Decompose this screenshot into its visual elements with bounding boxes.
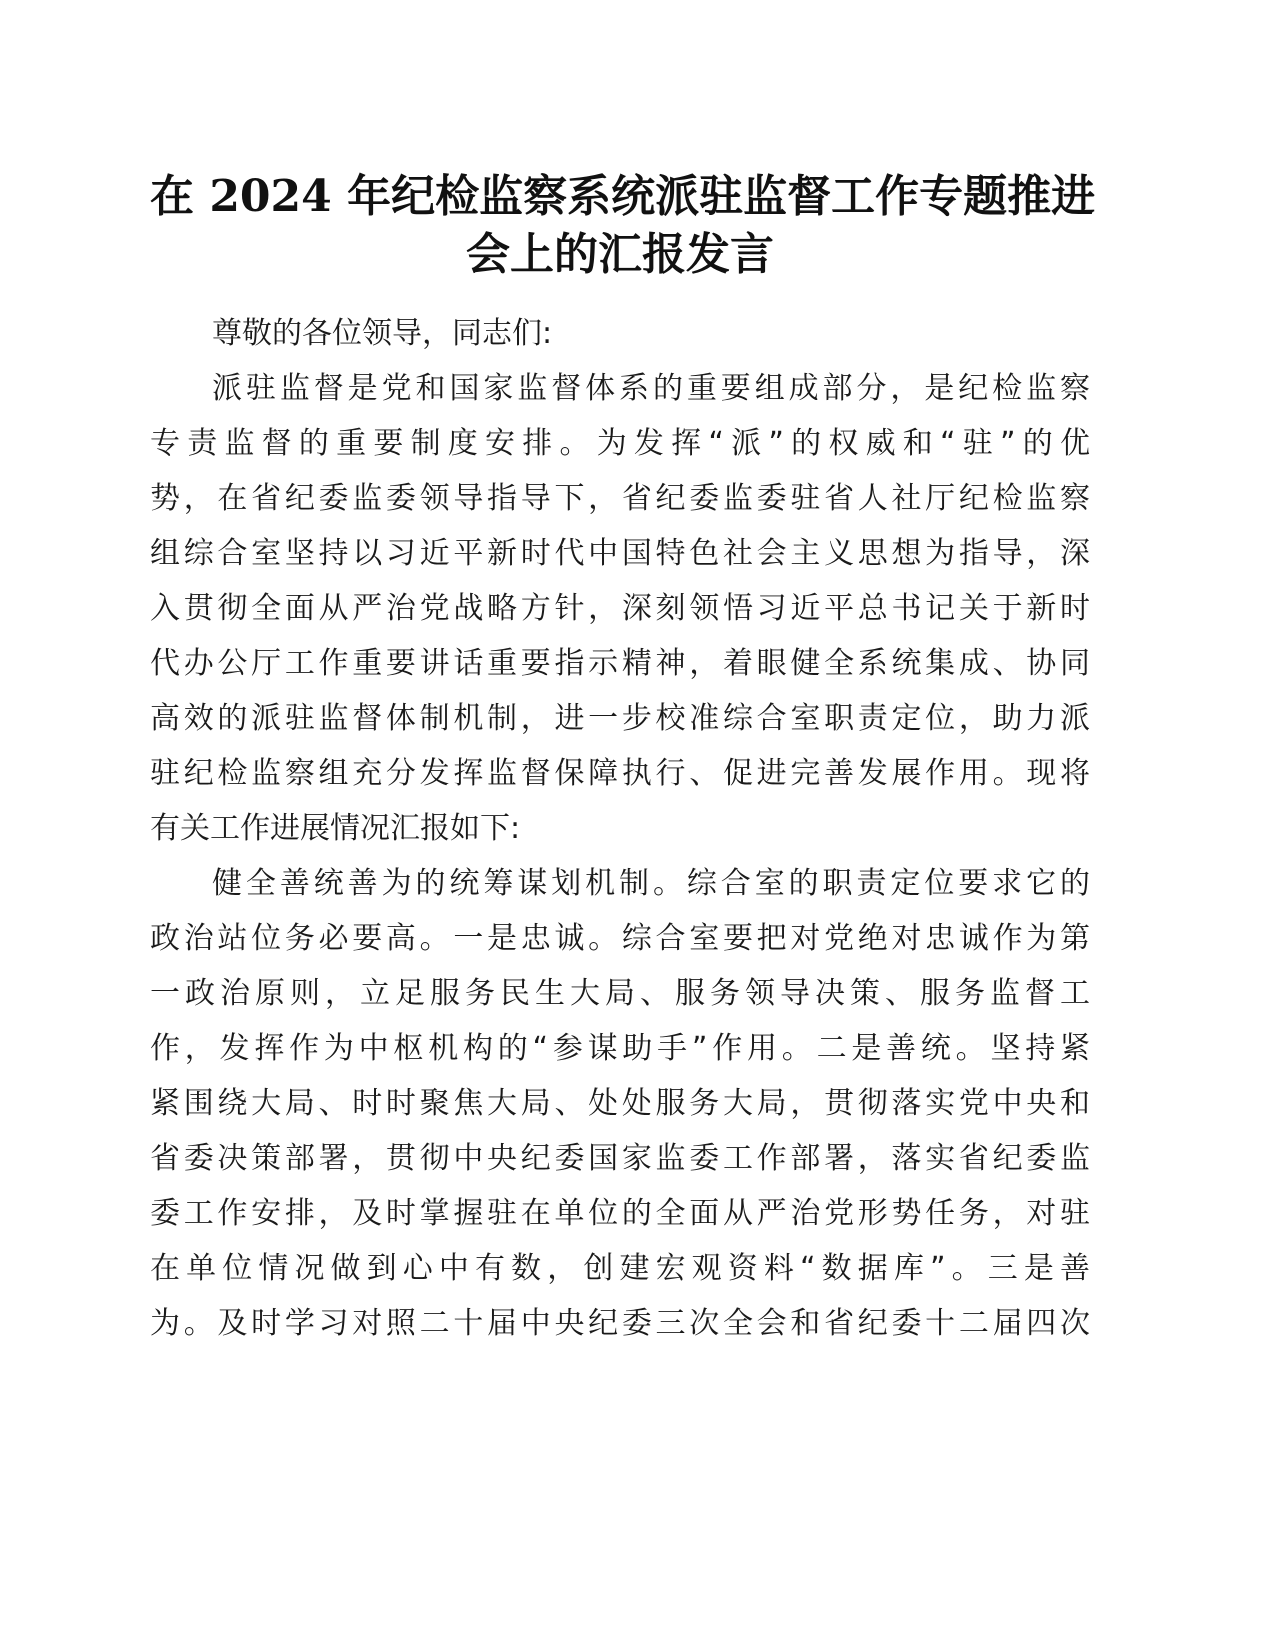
title-line-2: 会上的汇报发言: [466, 229, 774, 280]
paragraph-2-line: 健全善统善为的统筹谋划机制。综合室的职责定位要求它的: [212, 866, 1090, 901]
paragraph-2-line: 为。及时学习对照二十届中央纪委三次全会和省纪委十二届四次: [150, 1306, 1090, 1341]
paragraph-2-line: 作，发挥作为中枢机构的“参谋助手”作用。二是善统。坚持紧: [150, 1031, 1090, 1066]
document-body: [150, 306, 1090, 1351]
paragraph-2-line: 省委决策部署，贯彻中央纪委国家监委工作部署，落实省纪委监: [150, 1141, 1090, 1176]
paragraph-1-line: 代办公厅工作重要讲话重要指示精神，着眼健全系统集成、协同: [150, 646, 1090, 681]
paragraph-1-line: 组综合室坚持以习近平新时代中国特色社会主义思想为指导，深: [150, 536, 1090, 571]
paragraph-1-line: 专责监督的重要制度安排。为发挥“派”的权威和“驻”的优: [150, 426, 1090, 461]
paragraph-2-line: 在单位情况做到心中有数，创建宏观资料“数据库”。三是善: [150, 1251, 1090, 1286]
paragraph-1-line: 有关工作进展情况汇报如下:: [150, 811, 521, 846]
paragraph-2-line: 委工作安排，及时掌握驻在单位的全面从严治党形势任务，对驻: [150, 1196, 1090, 1231]
salutation: 尊敬的各位领导，同志们:: [212, 316, 553, 351]
paragraph-2-line: 一政治原则，立足服务民生大局、服务领导决策、服务监督工: [150, 976, 1090, 1011]
paragraph-1-line: 高效的派驻监督体制机制，进一步校准综合室职责定位，助力派: [150, 701, 1090, 736]
paragraph-1-line: 入贯彻全面从严治党战略方针，深刻领悟习近平总书记关于新时: [150, 591, 1090, 626]
document-title: [150, 168, 1096, 284]
paragraph-1-line: 势，在省纪委监委领导指导下，省纪委监委驻省人社厅纪检监察: [150, 481, 1090, 516]
paragraph-1-line: 派驻监督是党和国家监督体系的重要组成部分，是纪检监察: [212, 371, 1090, 406]
paragraph-2-line: 紧围绕大局、时时聚焦大局、处处服务大局，贯彻落实党中央和: [150, 1086, 1090, 1121]
paragraph-1-line: 驻纪检监察组充分发挥监督保障执行、促进完善发展作用。现将: [150, 756, 1090, 791]
paragraph-2-line: 政治站位务必要高。一是忠诚。综合室要把对党绝对忠诚作为第: [150, 921, 1090, 956]
title-line-1: 在 2024 年纪检监察系统派驻监督工作专题推进: [150, 171, 1096, 222]
